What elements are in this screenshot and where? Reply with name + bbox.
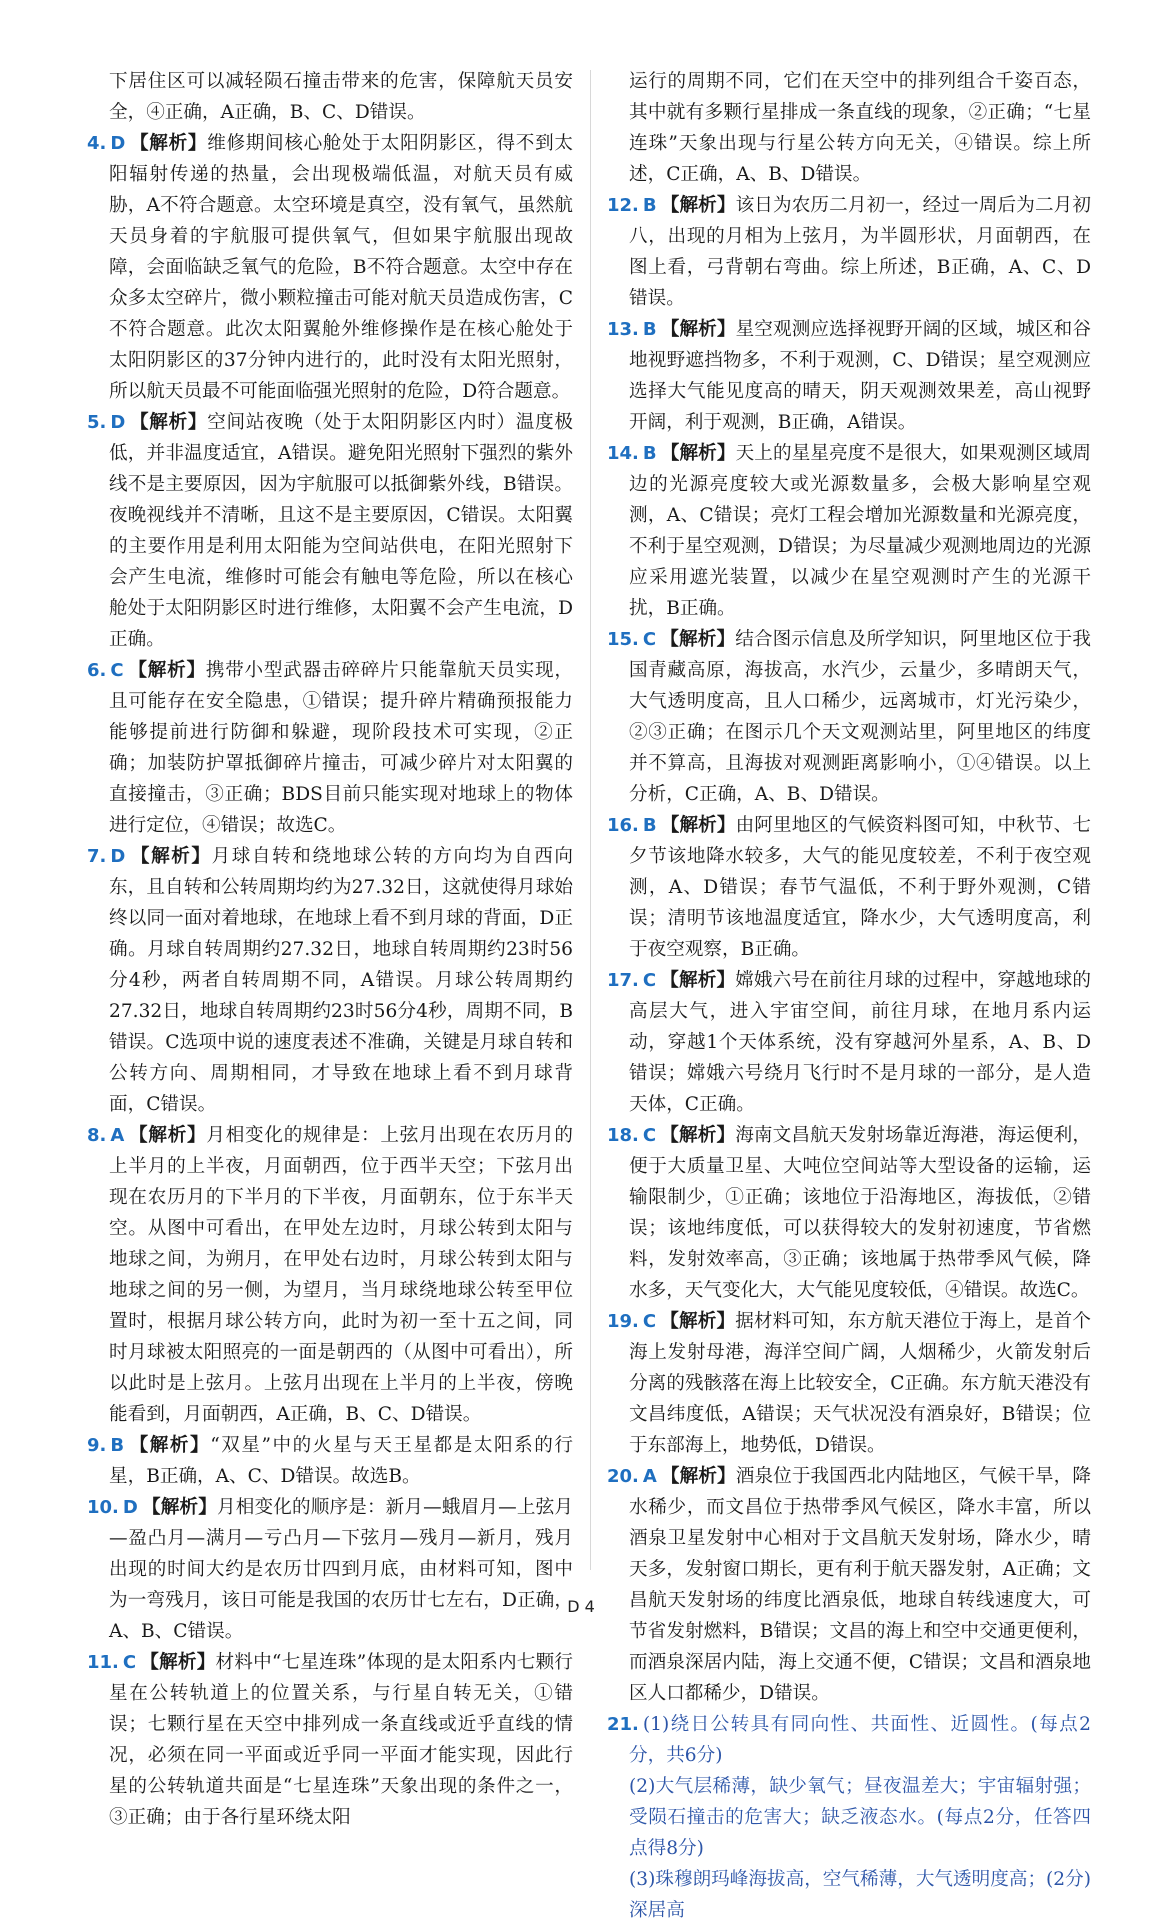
answer-item-10 xyxy=(87,1492,573,1647)
analysis-text: 星空观测应选择视野开阔的区域，城区和谷地视野遮挡物多，不利于观测，C、D错误；星空观测应选择大气能见度高的晴天，阴天观测效果差，高山视野开阔，利于观测，B正确，A错误。 xyxy=(629,319,1091,433)
question-number: 16. xyxy=(607,815,639,836)
question-number: 6. xyxy=(87,660,107,681)
analysis-tag: 【解析】 xyxy=(660,1125,736,1146)
analysis-text: 空间站夜晚（处于太阳阴影区内时）温度极低，并非温度适宜，A错误。避免阳光照射下强烈的紫外线不是主要原因，因为宇航服可以抵御紫外线，B错误。夜晚视线并不清晰，且这不是主要原因，C错误。太阳翼的主要作用是利用太阳能为空间站供电，在阳光照射下会产生电流，维修时可能会有触电等危险，所以在核心舱处于太阳阴影区时进行维修，太阳翼不会产生电流，D正确。 xyxy=(109,412,573,650)
analysis-text: 携带小型武器击碎碎片只能靠航天员实现，且可能存在安全隐患，①错误；提升碎片精确预报能力能够提前进行防御和躲避，现阶段技术可实现，②正确；加装防护罩抵御碎片撞击，可减少碎片对太阳翼的直接撞击，③正确；BDS目前只能实现对地球上的物体进行定位，④错误；故选C。 xyxy=(109,660,573,836)
analysis-tag: 【解析】 xyxy=(660,1311,736,1332)
answer-item-13 xyxy=(607,314,1091,438)
answer-item-4 xyxy=(87,128,573,407)
answer-item-11 xyxy=(87,1647,573,1833)
analysis-text: 酒泉位于我国西北内陆地区，气候干旱，降水稀少，而文昌位于热带季风气候区，降水丰富，所以酒泉卫星发射中心相对于文昌航天发射场，降水少，晴天多，发射窗口期长，更有利于航天器发射，A正确；文昌航天发射场的纬度比酒泉低，地球自转线速度大，可节省发射燃料，B错误；文昌的海上和空中交通更便利，而酒泉深居内陆，海上交通不便，C错误；文昌和酒泉地区人口都稀少，D错误。 xyxy=(629,1466,1091,1704)
answer-item-15 xyxy=(607,624,1091,810)
answer-part-3 xyxy=(607,1864,1091,1926)
answer-letter: A xyxy=(110,1125,125,1146)
answer-item-5 xyxy=(87,407,573,655)
answer-letter: C xyxy=(642,629,657,650)
answer-part-3-label: (3) xyxy=(629,1869,656,1890)
answer-letter: A xyxy=(642,1466,657,1487)
answer-letter: C xyxy=(642,1125,657,1146)
analysis-tag: 【解析】 xyxy=(140,1652,216,1673)
analysis-tag: 【解析】 xyxy=(660,1466,736,1487)
answer-letter: B xyxy=(110,1435,125,1456)
analysis-tag: 【解析】 xyxy=(141,1497,217,1518)
question-number: 8. xyxy=(87,1125,107,1146)
analysis-tag: 【解析】 xyxy=(660,815,736,836)
analysis-text: 该日为农历二月初一，经过一周后为二月初八，出现的月相为上弦月，为半圆形状，月面朝西，在图上看，弓背朝右弯曲。综上所述，B正确，A、C、D错误。 xyxy=(629,195,1091,309)
analysis-tag: 【解析】 xyxy=(660,195,736,216)
answer-item-6 xyxy=(87,655,573,841)
analysis-text: 海南文昌航天发射场靠近海港，海运便利，便于大质量卫星、大吨位空间站等大型设备的运输，运输限制少，①正确；该地位于沿海地区，海拔低，②错误；该地纬度低，可以获得较大的发射初速度，节省燃料，发射效率高，③正确；该地属于热带季风气候，降水多，天气变化大，大气能见度较低，④错误。故选C。 xyxy=(629,1125,1091,1301)
question-number: 19. xyxy=(607,1311,639,1332)
question-number: 10. xyxy=(87,1497,119,1518)
continuation-text: 下居住区可以减轻陨石撞击带来的危害，保障航天员安全，④正确，A正确，B、C、D错误。 xyxy=(109,71,573,123)
analysis-text: 结合图示信息及所学知识，阿里地区位于我国青藏高原，海拔高，水汽少，云量少，多晴朗天气，大气透明度高，且人口稀少，远离城市，灯光污染少，②③正确；在图示几个天文观测站里，阿里地区的纬度并不算高，且海拔对观测距离影响小，①④错误。以上分析，C正确，A、B、D错误。 xyxy=(629,629,1091,805)
analysis-tag: 【解析】 xyxy=(660,629,736,650)
analysis-tag: 【解析】 xyxy=(129,133,208,154)
answer-letter: D xyxy=(110,846,126,867)
answer-letter: C xyxy=(642,1311,657,1332)
answer-item-7 xyxy=(87,841,573,1120)
answer-letter: D xyxy=(110,133,126,154)
answer-letter: D xyxy=(110,412,126,433)
answer-letter: B xyxy=(642,195,657,216)
answer-item-21 xyxy=(607,1709,1091,1771)
left-column xyxy=(87,66,573,1833)
question-number: 18. xyxy=(607,1125,639,1146)
analysis-text: 月相变化的规律是：上弦月出现在农历月的上半月的上半夜，月面朝西，位于西半天空；下弦月出现在农历月的下半月的下半夜，月面朝东，位于东半天空。从图中可看出，在甲处左边时，月球公转到太阳与地球之间，为朔月，在甲处右边时，月球公转到太阳与地球之间的另一侧，为望月，当月球绕地球公转至甲位置时，根据月球公转方向，此时为初一至十五之间，同时月球被太阳照亮的一面是朝西的（从图中可看出），所以此时是上弦月。上弦月出现在上半月的上半夜，傍晚能看到，月面朝西，A正确，B、C、D错误。 xyxy=(109,1125,573,1425)
question-number: 21. xyxy=(607,1714,639,1735)
question-number: 4. xyxy=(87,133,107,154)
answer-item-20 xyxy=(607,1461,1091,1709)
continuation-text: 运行的周期不同，它们在天空中的排列组合千姿百态，其中就有多颗行星排成一条直线的现象，②正确；“七星连珠”天象出现与行星公转方向无关，④错误。综上所述，C正确，A、B、D错误。 xyxy=(629,71,1091,185)
answer-item-19 xyxy=(607,1306,1091,1461)
answer-item-16 xyxy=(607,810,1091,965)
question-number: 17. xyxy=(607,970,639,991)
analysis-tag: 【解析】 xyxy=(660,970,736,991)
question-number: 14. xyxy=(607,443,639,464)
analysis-text: 月相变化的顺序是：新月—蛾眉月—上弦月—盈凸月—满月—亏凸月—下弦月—残月—新月，残月出现的时间大约是农历廿四到月底，由材料可知，图中为一弯残月，该日可能是我国的农历廿七左右，D正确，A、B、C错误。 xyxy=(109,1497,573,1642)
analysis-text: 据材料可知，东方航天港位于海上，是首个海上发射母港，海洋空间广阔，人烟稀少，火箭发射后分离的残骸落在海上比较安全，C正确。东方航天港没有文昌纬度低，A错误；天气状况没有酒泉好，B错误；位于东部海上，地势低，D错误。 xyxy=(629,1311,1091,1456)
page-number: D 4 xyxy=(567,1597,595,1616)
answer-item-12 xyxy=(607,190,1091,314)
answer-letter: C xyxy=(642,970,657,991)
analysis-tag: 【解析】 xyxy=(129,412,208,433)
answer-letter: C xyxy=(110,660,124,681)
answer-item-9 xyxy=(87,1430,573,1492)
answer-part-1: (1)绕日公转具有同向性、共面性、近圆性。(每点2分，共6分) xyxy=(629,1714,1091,1766)
question-number: 9. xyxy=(87,1435,107,1456)
analysis-tag: 【解析】 xyxy=(660,443,736,464)
analysis-text: “双星”中的火星与天王星都是太阳系的行星，B正确，A、C、D错误。故选B。 xyxy=(109,1435,573,1487)
answer-letter: B xyxy=(642,815,657,836)
question-number: 12. xyxy=(607,195,639,216)
answer-part-2: (2)大气层稀薄，缺少氧气；昼夜温差大；宇宙辐射强；受陨石撞击的危害大；缺乏液态水。(每点2分，任答四点得8分) xyxy=(629,1776,1091,1859)
analysis-text: 维修期间核心舱处于太阳阴影区，得不到太阳辐射传递的热量，会出现极端低温，对航天员有威胁，A不符合题意。太空环境是真空，没有氧气，虽然航天员身着的宇航服可提供氧气，但如果宇航服出现故障，会面临缺乏氧气的危险，B不符合题意。太空中存在众多太空碎片，微小颗粒撞击可能对航天员造成伤害，C不符合题意。此次太阳翼舱外维修操作是在核心舱处于太阳阴影区的37分钟内进行的，此时没有太阳光照射，所以航天员最不可能面临强光照射的危险，D符合题意。 xyxy=(109,133,573,402)
right-column xyxy=(607,66,1091,1926)
column-divider xyxy=(590,70,591,1570)
answer-item-8 xyxy=(87,1120,573,1430)
answer-item-18 xyxy=(607,1120,1091,1306)
question-number: 13. xyxy=(607,319,639,340)
analysis-text: 月球自转和绕地球公转的方向均为自西向东，且自转和公转周期均约为27.32日，这就使得月球始终以同一面对着地球，在地球上看不到月球的背面，D正确。月球自转周期约27.32日，地球自转周期约23时56分4秒，两者自转周期不同，A错误。月球公转周期约27.32日，地球自转周期约23时56分4秒，周期不同，B错误。C选项中说的速度表述不准确，关键是月球自转和公转方向、周期相同，才导致在地球上看不到月球背面，C错误。 xyxy=(109,846,573,1115)
analysis-text: 嫦娥六号在前往月球的过程中，穿越地球的高层大气，进入宇宙空间，前往月球，在地月系内运动，穿越1个天体系统，没有穿越河外星系，A、B、D错误；嫦娥六号绕月飞行时不是月球的一部分，是人造天体，C正确。 xyxy=(629,970,1091,1115)
analysis-tag: 【解析】 xyxy=(129,846,212,867)
question-number: 20. xyxy=(607,1466,639,1487)
question-number: 5. xyxy=(87,412,107,433)
answer-letter: C xyxy=(122,1652,137,1673)
question-number: 7. xyxy=(87,846,107,867)
answer-letter: B xyxy=(642,443,657,464)
analysis-tag: 【解析】 xyxy=(128,1435,211,1456)
analysis-tag: 【解析】 xyxy=(127,660,206,681)
question-number: 15. xyxy=(607,629,639,650)
analysis-text: 由阿里地区的气候资料图可知，中秋节、七夕节该地降水较多，大气的能见度较差，不利于夜空观测，A、D错误；春节气温低，不利于野外观测，C错误；清明节该地温度适宜，降水少，大气透明度高，利于夜空观察，B正确。 xyxy=(629,815,1091,960)
answer-part-3-text: 珠穆朗玛峰海拔高，空气稀薄，大气透明度高；(2分)深居高 xyxy=(629,1869,1091,1921)
answer-item-17 xyxy=(607,965,1091,1120)
answer-item-14 xyxy=(607,438,1091,624)
answer-letter: B xyxy=(642,319,657,340)
analysis-text: 材料中“七星连珠”体现的是太阳系内七颗行星在公转轨道上的位置关系，与行星自转无关，①错误；七颗行星在天空中排列成一条直线或近乎直线的情况，必须在同一平面或近乎同一平面才能实现，因此行星的公转轨道共面是“七星连珠”天象出现的条件之一，③正确；由于各行星环绕太阳 xyxy=(109,1652,573,1828)
analysis-tag: 【解析】 xyxy=(660,319,736,340)
analysis-text: 天上的星星亮度不是很大，如果观测区域周边的光源亮度较大或光源数量多，会极大影响星空观测，A、C错误；亮灯工程会增加光源数量和光源亮度，不利于星空观测，D错误；为尽量减少观测地周边的光源应采用遮光装置，以减少在星空观测时产生的光源干扰，B正确。 xyxy=(629,443,1091,619)
question-number: 11. xyxy=(87,1652,119,1673)
analysis-tag: 【解析】 xyxy=(128,1125,207,1146)
answer-letter: D xyxy=(122,1497,138,1518)
